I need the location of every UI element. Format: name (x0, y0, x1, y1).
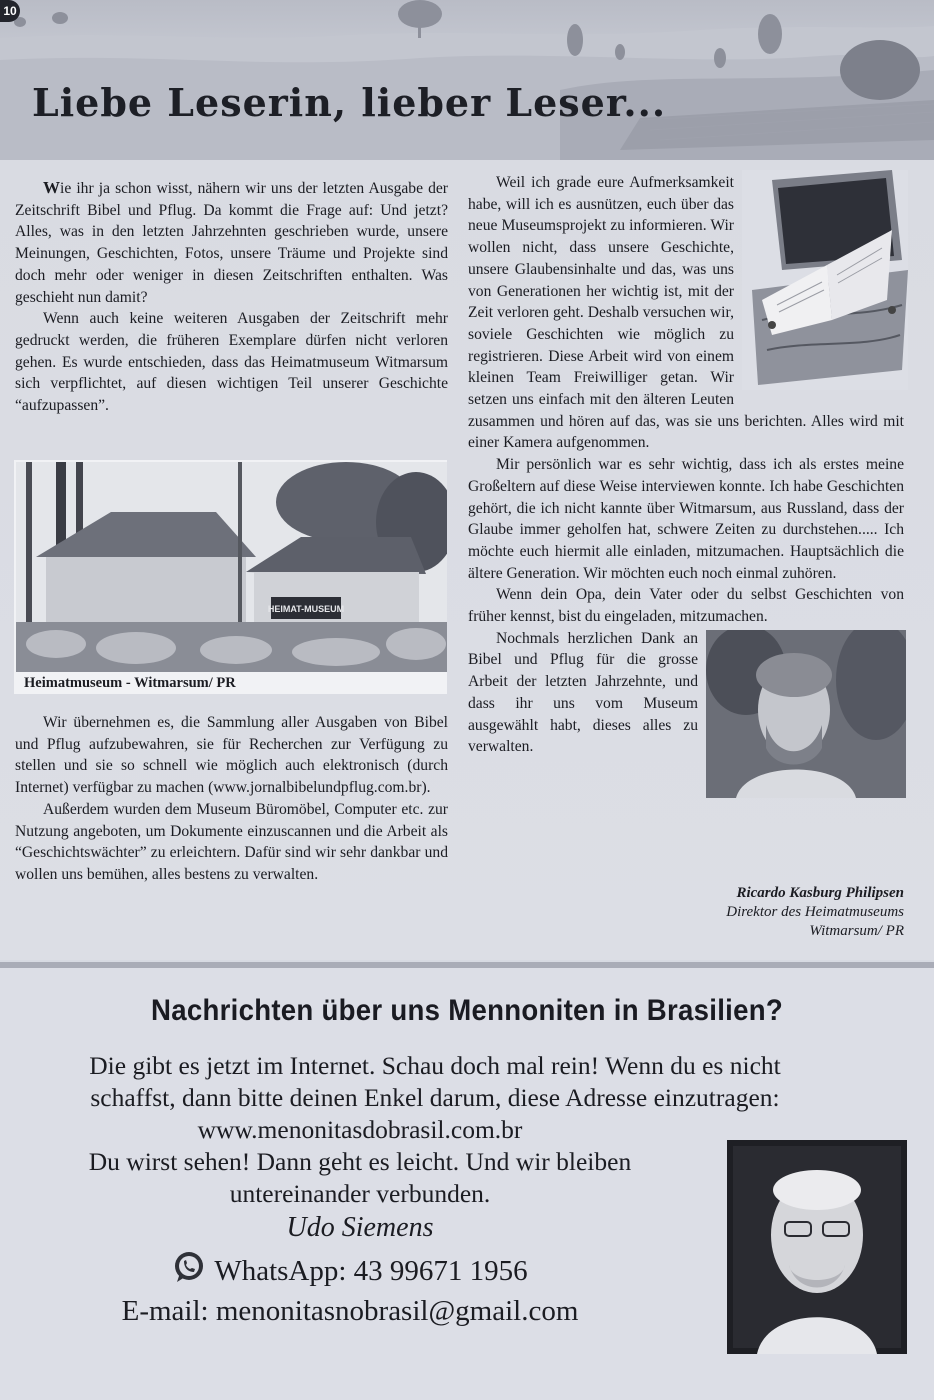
article-paragraph: Wenn auch keine weiteren Ausgaben der Zeitschrift mehr gedruckt werden, die früheren Exemplare dürfen nicht verloren gehen. Es wurde entschieden, dass das Heimatmuseum Witmarsum sich verpflichtet, auf diesen wichtigen Teil unserer Geschichte “aufzupassen”. (15, 310, 448, 415)
ad-title: Nachrichten über uns Mennoniten in Brasilien? (151, 994, 783, 1027)
article-left-column-top (15, 177, 448, 417)
signature-block (726, 884, 904, 941)
article-left-column-bottom (15, 712, 448, 886)
whatsapp-line (30, 1250, 670, 1291)
article-paragraph: Wenn dein Opa, dein Vater oder du selbst Geschichten von früher kennst, bist du eingeladen, mitzumachen. (468, 586, 904, 626)
museum-sign-text: HEIMAT-MUSEUM (267, 604, 345, 614)
article-right-column (468, 172, 904, 802)
ad-line: schaffst, dann bitte deinen Enkel darum, diese Adresse einzutragen: (90, 1083, 780, 1112)
museum-photo-frame (14, 460, 447, 694)
ad-line: Die gibt es jetzt im Internet. Schau doch mal rein! Wenn du es nicht (89, 1051, 781, 1080)
article-paragraph: Wir übernehmen es, die Sammlung aller Ausgaben von Bibel und Pflug aufzubewahren, sie für Recherchen zur Verfügung zu stellen und sie so schnell wie möglich auch elektronisch (durch Internet) verfügbar zu machen (www.jornalbibelundpflug.com.br). (15, 714, 448, 797)
article-paragraph: Wie ihr ja schon wisst, nähern wir uns der letzten Ausgabe der Zeitschrift Bibel und Pflug. Da kommt die Frage auf: Und jetzt? Alles, was in den letzten Jahrzehnten geschrieben wurde, unsere Meinungen, Geschichten, Fotos, unsere Träume und Projekte sind doch mehr oder weniger in diesen Zeitschriften enthalten. Was geschieht nun damit? (15, 178, 448, 306)
signature-name: Ricardo Kasburg Philipsen (736, 885, 904, 901)
book-chest-image (742, 170, 908, 390)
ad-contact-name: Udo Siemens (286, 1212, 434, 1243)
article-paragraph: Außerdem wurden dem Museum Büromöbel, Computer etc. zur Nutzung angeboten, um Dokumente einzuscannen und die Arbeit als “Geschichtswächter” zu erleichtern. Dafür sind wir sehr dankbar und wollen uns bemühen, alles bestens zu verwalten. (15, 800, 448, 883)
page-number-badge: 10 (0, 0, 20, 22)
article-paragraph: Weil ich grade eure Aufmerksamkeit habe, will ich es ausnützen, euch über das neue Museumsprojekt zu informieren. Wir wollen nicht, dass unsere Geschichte, unsere Glaubensinhalte und das, was uns von Generationen her wichtig ist, mit der Zeit verloren geht. Deshalb versuchen wir, soviele Geschichten wie möglich zu registrieren. Diese Arbeit wird von einem kleinen Team Freiwilliger getan. Wir setzen uns einfach mit den älteren Leuten zusammen und hören auf das, was sie uns berichten. Alles wird mit einer Kamera aufgenommen. (468, 174, 904, 452)
signature-location: Witmarsum/ PR (809, 923, 904, 939)
signature-role: Direktor des Heimatmuseums (726, 904, 904, 920)
contact-person-photo (727, 1140, 907, 1354)
article-paragraph: Mir persönlich war es sehr wichtig, dass ich als erstes meine Großeltern auf diese Weise interviewen konnte. Ich habe Geschichten gehört, die ich nicht kannte über Witmarsum, aus Russland, dass der Glaube immer geholfen hat, schwere Zeiten zu durchstehen..... Ich möchte euch hiermit alle einladen, mitzumachen. Hauptsächlich die ältere Generation. Wir möchten euch noch einmal zuhören. (468, 456, 904, 582)
ad-url: www.menonitasdobrasil.com.br (197, 1115, 523, 1144)
museum-photo (16, 462, 447, 672)
author-portrait (706, 630, 906, 798)
ad-contacts (30, 1250, 670, 1331)
whatsapp-icon (172, 1250, 206, 1284)
ad-line: untereinander verbunden. (229, 1179, 491, 1208)
whatsapp-number: WhatsApp: 43 99671 1956 (214, 1255, 528, 1287)
ad-line: Du wirst sehen! Dann geht es leicht. Und wir bleiben (88, 1147, 632, 1176)
article-headline: Liebe Leserin, lieber Leser... (32, 80, 667, 125)
email-line: E-mail: menonitasnobrasil@gmail.com (121, 1295, 579, 1327)
lead-letter: W (43, 178, 60, 197)
photo-caption: Heimatmuseum - Witmarsum/ PR (24, 675, 236, 691)
ad-body (30, 1050, 840, 1244)
article-paragraph: Nochmals herzlichen Dank an Bibel und Pflug für die grosse Arbeit der letzten Jahrzehnte, und dass ihr uns vom Museum ausgewählt habt, dieses alles zu verwalten. (468, 629, 698, 756)
